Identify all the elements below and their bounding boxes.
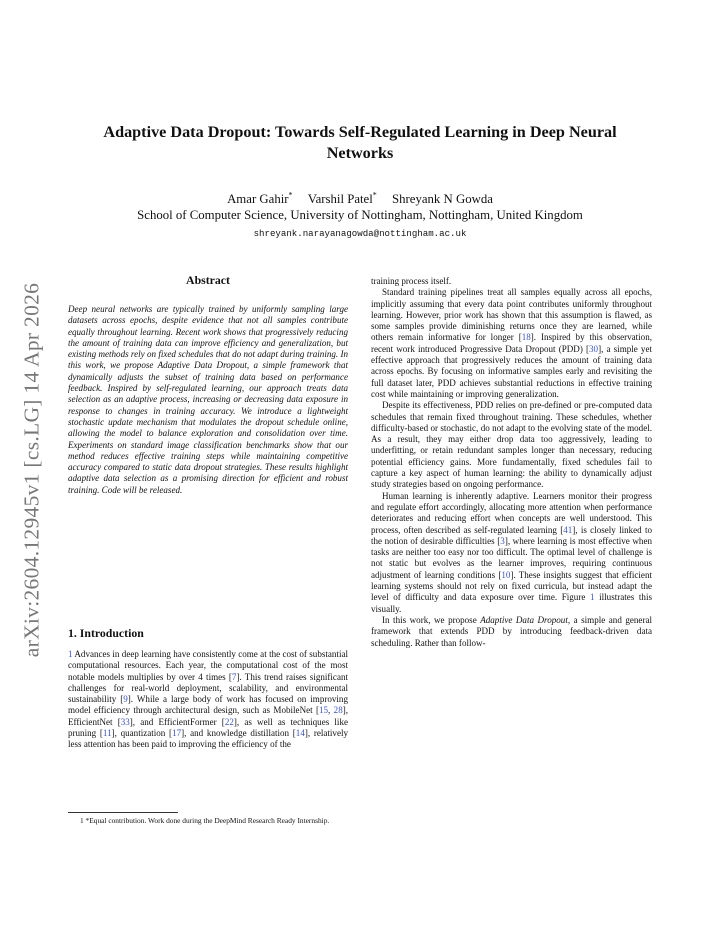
text-run: ], is closely linked to the notion of desirable difficulties [ — [371, 524, 652, 546]
intro-paragraph-4 — [371, 491, 652, 615]
intro-paragraph-continuation — [371, 276, 652, 287]
citation-link[interactable]: 28 — [333, 705, 343, 716]
text-run: Human learning is inherently adaptive. Learners monitor their progress and regulate effort accordingly, allocating more attention when performance deteriorates and reducing effort when concepts are well understood. This process, often described as self-regulated learning [ — [371, 490, 652, 535]
citation-link[interactable]: 9 — [123, 694, 128, 705]
contact-email: shreyank.narayanagowda@nottingham.ac.uk — [253, 228, 467, 239]
text-run: ]. These insights suggest that efficient learning systems should not rely on fixed curricula, but instead adapt the level of difficulty and data exposure over time. Figure — [371, 569, 652, 603]
citation-link[interactable]: 1 — [68, 649, 73, 659]
affiliation: School of Computer Science, University of Nottingham, Nottingham, United Kingdom — [137, 208, 583, 222]
author-3: Shreyank N Gowda — [392, 192, 493, 207]
text-run: ], where learning is most effective when tasks are neither too easy nor too difficult. The optimal level of challenge is not static but evolves as the learner improves, requiring continuous adjustment of learning conditions [ — [371, 535, 652, 580]
text-run: ], and EfficientFormer [ — [129, 716, 225, 727]
text-run: , a simple and general framework that extends PDD by introducing feedback-driven data scheduling. Rather than follow- — [371, 614, 652, 648]
intro-paragraph-2 — [371, 287, 652, 400]
text-run: ], a simple yet effective approach that progressively reduces the amount of training data across epochs. By focusing on informative samples early and revisiting the full dataset later, PDD achieves substantial reductions in effective training cost while maintaining or improving generalization. — [371, 343, 652, 399]
text-run: ], relatively less attention has been paid to improving the efficiency of the — [68, 728, 349, 750]
introduction-heading: 1. Introduction — [68, 626, 144, 640]
text-run: Standard training pipelines treat all samples equally across all epochs, implicitly assuming that every data point contributes uniformly throughout learning. However, prior work has shown that this assumption is flawed, as some samples provide diminishing returns once they are learned, while others remain informative for longer [ — [371, 287, 652, 343]
citation-link[interactable]: 41 — [563, 524, 573, 535]
text-run: Advances in deep learning have consistently come at the cost of substantial computational resources. Each year, the computational cost of the most notable models multiplies by over 4 times [ — [68, 649, 348, 682]
text-run: In this work, we propose — [382, 614, 481, 625]
text-run: ], EfficientNet [ — [68, 705, 348, 727]
citation-link[interactable]: 11 — [102, 728, 112, 739]
citation-link[interactable]: 7 — [231, 671, 237, 682]
author-1: Amar Gahir* — [227, 191, 293, 207]
author-2: Varshil Patel* — [307, 191, 377, 207]
abstract-heading: Abstract — [186, 273, 230, 287]
citation-link[interactable]: 30 — [589, 343, 599, 354]
footnote: 1 *Equal contribution. Work done during the DeepMind Research Ready Internship. — [80, 816, 330, 825]
citation-link[interactable]: 15 — [319, 705, 329, 716]
citation-link[interactable]: 33 — [120, 716, 130, 727]
text-run: ]. While a large body of work has focused on improving model efficiency through architectural design, such as MobileNet [ — [68, 694, 348, 716]
text-run: Despite its effectiveness, PDD relies on pre-defined or pre-computed data schedules that remain fixed throughout training. These schedules, whether difficulty-based or stochastic, do not adapt to the evolving state of the model. As a result, they may either drop data too aggressively, leading to underfitting, or retain redundant samples longer than necessary, reducing potential efficiency gains. More fundamentally, fixed schedules fail to capture a key aspect of human learning: the ability to dynamically adjust study strategies based on ongoing performance. — [371, 400, 652, 490]
citation-link[interactable]: 10 — [501, 569, 511, 580]
text-run: training process itself. — [371, 276, 452, 286]
text-run: ], as well as techniques like pruning [ — [68, 716, 348, 739]
text-run: Adaptive Data Dropout — [480, 614, 568, 625]
paper-title: Adaptive Data Dropout: Towards Self-Regulated Learning in Deep Neural Networks — [103, 123, 617, 162]
text-run: ], and knowledge distillation [ — [181, 728, 296, 739]
text-run: ], quantization [ — [111, 728, 173, 739]
author-list — [80, 191, 640, 207]
citation-link[interactable]: 14 — [295, 728, 305, 739]
text-run: , — [328, 705, 334, 716]
intro-paragraph-5 — [371, 615, 652, 649]
introduction-column-left — [68, 649, 348, 751]
citation-link[interactable]: 17 — [172, 728, 182, 739]
text-run: ]. Inspired by this observation, recent work introduced Progressive Data Dropout (PDD) [ — [371, 332, 652, 354]
citation-link[interactable]: 22 — [224, 716, 234, 727]
intro-paragraph-1 — [68, 649, 348, 751]
introduction-column-right — [371, 276, 652, 649]
citation-link[interactable]: 1 — [589, 592, 595, 603]
text-run: illustrates this visually. — [371, 592, 652, 614]
citation-link[interactable]: 18 — [521, 332, 531, 343]
abstract-body: Deep neural networks are typically trained by uniformly sampling large datasets across epochs, despite evidence that not all samples contribute equally throughout learning. Recent work shows that progressively reducing the amount of training data can improve efficiency and generalization, but existing methods rely on fixed schedules that do not adapt during training. In this work, we propose Adaptive Data Dropout, a simple framework that dynamically adjusts the subset of training data based on performance feedback. Inspired by self-regulated learning, our approach treats data selection as an adaptive process, increasing or decreasing data exposure in response to changes in training accuracy. We introduce a lightweight stochastic update mechanism that modulates the dropout schedule online, allowing the model to balance exploration and consolidation over time. Experiments on standard image classification benchmarks show that our method reduces effective training steps while maintaining competitive accuracy compared to static data dropout strategies. These results highlight adaptive data selection as a promising direction for efficient and robust training. Code will be released. — [68, 304, 348, 495]
intro-paragraph-3 — [371, 400, 652, 490]
footnote-rule — [68, 812, 178, 813]
arxiv-sidebar-stamp — [2, 250, 62, 690]
citation-link[interactable]: 3 — [500, 535, 505, 546]
arxiv-identifier: arXiv:2604.12945v1 [cs.LG] 14 Apr 2026 — [19, 282, 44, 658]
text-run: ]. This trend raises significant challenges for real-world deployment, scalability, and environmental sustainability [ — [68, 671, 348, 705]
